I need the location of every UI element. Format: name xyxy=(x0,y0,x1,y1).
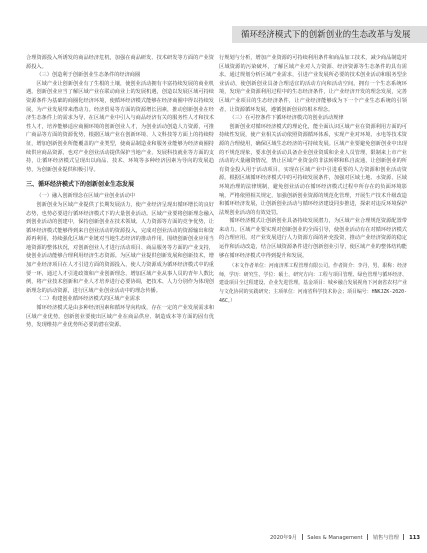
running-header-title: 循环经济模式下的创新创业的生态改革与发展 xyxy=(241,29,411,39)
paragraph: 创新创业为区域产业提供了长期发展活力，使产业经济呈现出循环增长的良好态势，也势必要进行循环经济模式下的大量创业活动。区域产业要将创新理念融入到创业活动的创建中，保持创新创业在技术领域、人力资源等方面的竞争优势，让循环经济模式能够得到来自创业活动的资源投入，完成对创业活动的资源输出和资源再利用，持续强化区域产业链对当地生态经济的推动作用。围绕创新创业应用当地资源的整体状况，对创新创业人才进行活动项目、商品服务等方面的产业支持，使创业活动能够合理利用经济生态资源。为区域产业提供创新发展和创新技术，增加产业经济项目在人才引进方面的资源投入，使人力资源成为循环经济模式中的重要一环，通过人才引进政策和产业创新理念，增加区域产业从事人员的青年人数比例，将产业技术创新和产业人才培养进行必要协调，把技术、人力分别作为体现创新理念的活动资源，进行区域产业创业活动中的理念传播。 xyxy=(26,201,214,294)
left-column xyxy=(26,54,214,330)
subsection-heading: （一）融入创新理念在区域产业创业活动中 xyxy=(36,193,135,200)
author-note: （本文作者单位：河南济邦工程管理有限公司。作者简介：李丹，男，职称：经济师，学历：研究生，学位：硕士，研究方向：工程与项目管理、绿色管理与循环经济、建设项目全过程建设、企业先进管理。基金项目：城乡融合发展视角下河南省农村产业与文化协同的实践研究；主项单位：河南省科学技术协会；项目编号：HNKJZK-2020-46C。） xyxy=(219,263,407,304)
footer-journal-cn: 销售与管理 xyxy=(372,535,399,541)
paragraph: 行规划与分析，增加产业资源的可持续利用条件和商品加工技术，减少商品制造对区域资源的污染破坏，了解区域产业对人力资源、经济资源等生态条件的具有需求。通过规划分析区域产业需求，引进产业发展所必要的技术创业活动和服务型企业活动，使创新创业具备合理适宜的活动方向和活动空间。拥有一个生态系统环境，发现产业资源利用过程中的生态经济条件，让产业经济开发的理念发展，完善区域产业项目的生态经济条件，让产业经济能够成为下一个产业生态系统的引领者，让资源循环发展，遵循创新创业的根本理念。 xyxy=(219,55,407,113)
footer-divider xyxy=(403,534,404,540)
paragraph: 创新创业对循环经济模式的理论化，能全面认识区域产业在资源利用方面的可持续性发展，使产业相关活动依照资源循环体系，实现产业对环境、水电等技术资源的合理使用，确保区域生态经济的可持续发展。区域产业要避免创新创业中出现的不规范现象，要求创业活动具备企业创业资质和企业人员管理，限制来上市产业活动的大量融资情况，禁止区域产业资金的非法转移和私自流通，让创新创业的所有资金投入用于活动项目，实现在区域产业中引进重要的人力资源和创业活动资源。根据区域循环经济模式中的可持续发展条件，加强对区域土地、水资源、区域环境治理的法律规制，避免创业活动在循环经济模式过程中所存在的负面环境影响，严格依照相关规定，加强创新创业资源的规范化管理，开展生产技术升级改造和循环经济发展，让创新创业活动与循环经济建设同步推进，探索对违反环境保护法规创业活动的有效处罚。 xyxy=(219,123,407,216)
paragraph: 区域产业让创新创业有了生根的土壤，使创业活动拥有丰富持续发展的商业机遇。创新创业应当了解区域产业在联动商业上的发展机遇，创造以发展区域可持续资源条件为基础的商圈化经济环境，使循环经济模式能够在经济商圈中得以持续发展，为产业发展带来潜动力。经济贸易等方面的资源增长因素，推动创新创业在经济生态条件上的需求为导，在区域产业中引入与商品经济有关的服务性人才和技术性人才，培养能够适应商圈环境的创新创业人才，为创业活动创造人力资源，可推广商品等方面的资源优势，根据区域产业在创新环境、人文科技等方面上的持续特征，增加创新创业所能覆盖的产业类型，使商品制造业和服务业能够为经济商圈持续供应商品资源，也对产业创业活动提供保护当地产业、发展科技就业等方面的支持，让循环经济模式呈现出以商品、技术、环境等多种经济因素为导向的发展趋势，为创新创业提供积极引导。 xyxy=(26,80,214,173)
footer-journal: Sales & Management xyxy=(307,535,363,541)
page-number: 113 xyxy=(409,535,420,541)
paragraph: 循环经济模式让创新创业具备持续发展潜力，为区域产业合理规范资源配置带来动力。区域产业要实现对创新创业的全面引导，使创业活动有在对循环经济模式的合理应用。对产业发展进行人力资源方面的补充投资，推动产业经济资源的稳定运作和活动改造，结合区域资源条件进行创新创业引导，使区域产业的整体结构能够在循环经济模式中得到提升和发展。 xyxy=(219,218,407,259)
paragraph: 合理资源投入所诱发的商品经济危机，加强在商品研发、技术研发等方面的产业资源投入。 xyxy=(26,55,214,70)
section-heading: 三、循环经济模式下的创新创业生态发展 xyxy=(26,181,135,189)
paragraph: 循环经济模式是由多种经济因素和循环导向构成，存在一定的产业发展需求和区域产业优势。创新创业要使出区域产业在商品供应、制造成本等方面的固有优势，发现维持产业优势所必要的潜在资源。 xyxy=(26,305,214,329)
footer-divider xyxy=(302,534,303,540)
subsection-heading: （三）创造利于创新创业生态条件的经济商圈 xyxy=(36,72,141,79)
subsection-heading: （三）在可控条件下循环经济模式的创业活动规律 xyxy=(229,115,344,122)
footer-date: 2020年9月 xyxy=(270,535,297,541)
right-column xyxy=(219,54,407,305)
footer-divider xyxy=(367,534,368,540)
page-footer xyxy=(270,533,420,543)
subsection-heading: （二）构建创业循环经济模式的区域产业需求 xyxy=(36,296,141,303)
